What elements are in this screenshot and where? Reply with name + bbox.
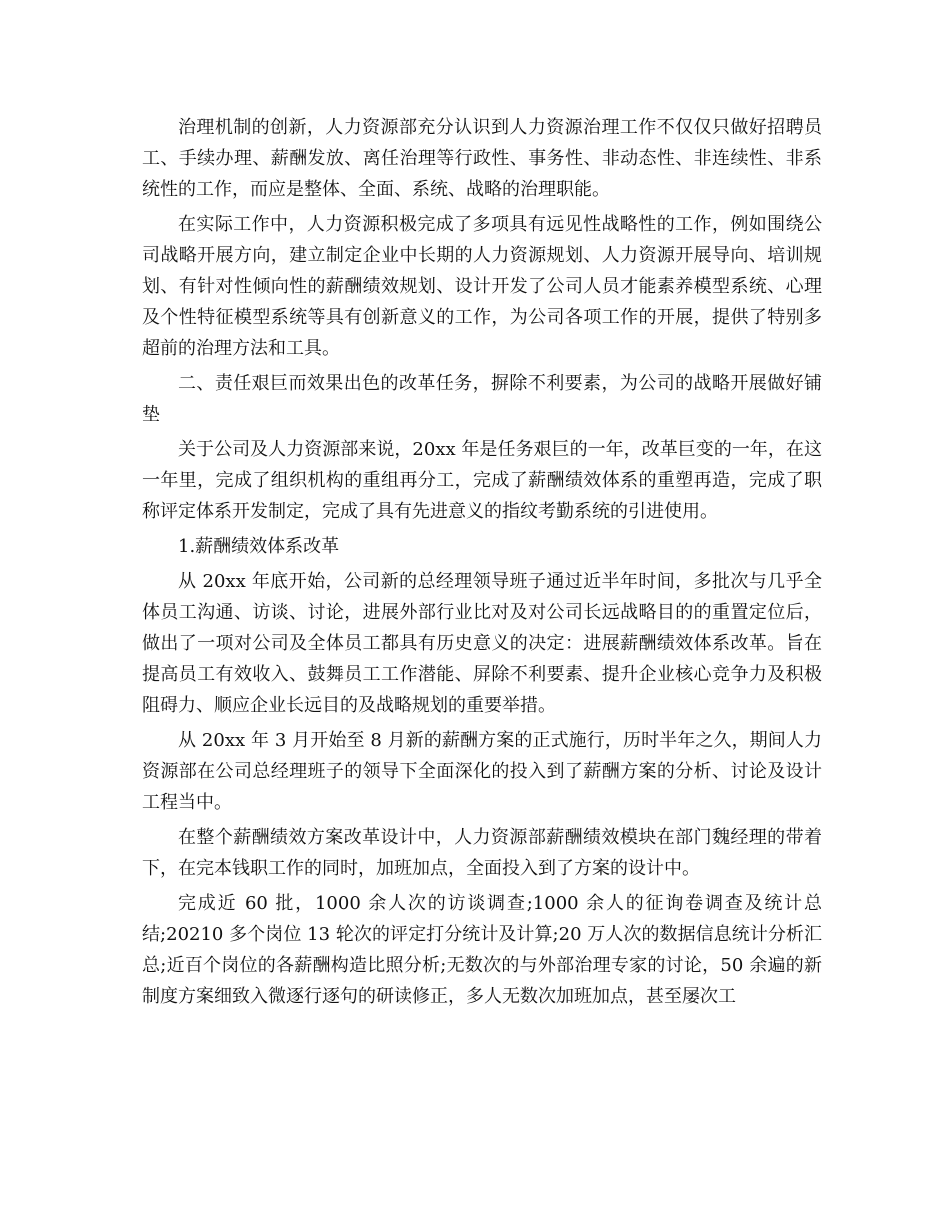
paragraph-year-summary: 关于公司及人力资源部来说，20xx 年是任务艰巨的一年，改革巨变的一年，在这一年里，完成了组织机构的重组再分工，完成了薪酬绩效体系的重塑再造，完成了职称评定体系开发制定，完成了具有先进意义的指纹考勤系统的引进使用。 [142,439,822,522]
paragraph-governance: 治理机制的创新，人力资源部充分认识到人力资源治理工作不仅仅只做好招聘员工、手续办理、薪酬发放、离任治理等行政性、事务性、非动态性、非连续性、非系统性的工作，而应是整体、全面、系统、战略的治理职能。 [142,117,822,200]
paragraph-reform-decision: 从 20xx 年底开始，公司新的总经理领导班子通过近半年时间，多批次与几乎全体员工沟通、访谈、讨论，进展外部行业比对及对公司长远战略目的的重置定位后，做出了一项对公司及全体员工都具有历史意义的决定：进展薪酬绩效体系改革。旨在提高员工有效收入、鼓舞员工工作潜能、屏除不利要素、提升企业核心竞争力及积极阻碍力、顺应企业长远目的及战略规划的重要举措。 [142,571,822,716]
paragraph-reform-timeline: 从 20xx 年 3 月开始至 8 月新的薪酬方案的正式施行，历时半年之久，期间人力资源部在公司总经理班子的领导下全面深化的投入到了薪酬方案的分析、讨论及设计工程当中。 [142,730,822,813]
paragraph-statistics: 完成近 60 批，1000 余人次的访谈调查;1000 余人的征询卷调查及统计总结;20210 多个岗位 13 轮次的评定打分统计及计算;20 万人次的数据信息统计分析汇总;近百个岗位的各薪酬构造比照分析;无数次的与外部治理专家的讨论，50 余遍的新制度方案细致入微逐行逐句的研读修正，多人无数次加班加点，甚至屡次工 [142,893,822,1007]
section-heading-reform: 二、责任艰巨而效果出色的改革任务，摒除不利要素，为公司的战略开展做好铺垫 [142,373,822,425]
subheading-salary-reform: 1.薪酬绩效体系改革 [178,536,340,557]
paragraph-strategic-work: 在实际工作中，人力资源积极完成了多项具有远见性战略性的工作，例如围绕公司战略开展方向，建立制定企业中长期的人力资源规划、人力资源开展导向、培训规划、有针对性倾向性的薪酬绩效规划、设计开发了公司人员才能素养模型系统、心理及个性特征模型系统等具有创新意义的工作，为公司各项工作的开展，提供了特别多超前的治理方法和工具。 [142,214,822,359]
paragraph-design-effort: 在整个薪酬绩效方案改革设计中，人力资源部薪酬绩效模块在部门魏经理的带着下，在完本钱职工作的同时，加班加点，全面投入到了方案的设计中。 [142,827,822,879]
document-page [142,112,822,1016]
